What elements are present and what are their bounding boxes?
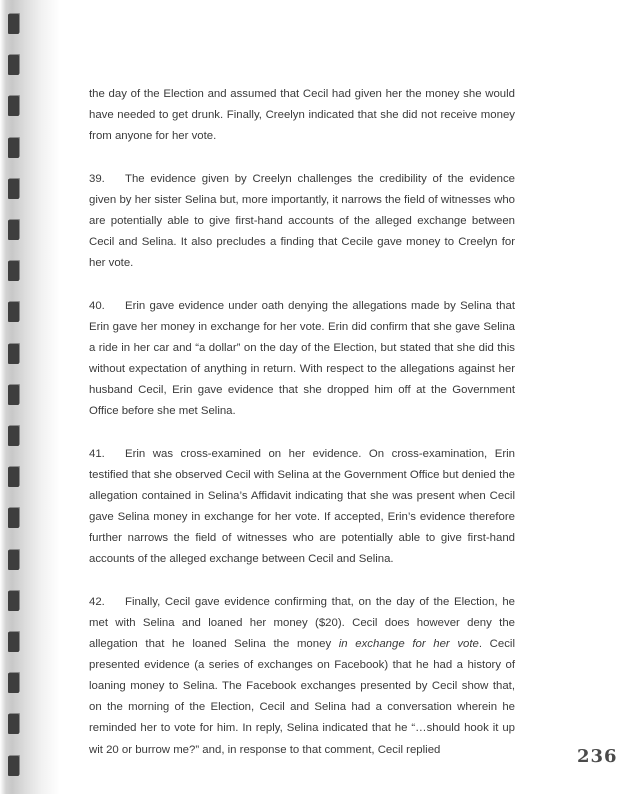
paragraph-number: 42. — [89, 595, 105, 608]
paragraph-continued — [89, 84, 515, 147]
binding-hole — [8, 261, 19, 281]
paragraph-41 — [89, 444, 515, 571]
binding-hole — [8, 426, 19, 446]
paragraph-text: The evidence given by Creelyn challenges the credibility of the evidence given by her sister Selina but, more importantly, it narrows the field of witnesses who are potentially able to give first-hand accounts of the alleged exchange between Cecil and Selina. It also precludes a finding that Cecile gave money to Creelyn for her vote. — [89, 172, 515, 270]
binding-hole — [8, 55, 19, 75]
binding-hole — [8, 714, 19, 734]
binding-hole — [8, 467, 19, 487]
paragraph-number: 41. — [89, 447, 105, 460]
paragraph-text: . Cecil presented evidence (a series of exchanges on Facebook) that he had a history of loaning money to Selina. The Facebook exchanges presented by Cecil show that, on the morning of the Election, Cecil and Selina had a conversation wherein he reminded her to vote for him. In reply, Selina indicated that he “…should hook it up wit 20 or burrow me?” and, in response to that comment, Cecil replied — [89, 638, 515, 756]
document-body — [89, 84, 515, 782]
binding-strip — [0, 0, 60, 794]
paragraph-text: Finally, Cecil gave evidence confirming that, on the day of the Election, he met with Selina and loaned her money ($20). Cecil does however deny the allegation that he loaned Selina the money — [89, 595, 515, 651]
paragraph-italic-text: in exchange for her vote — [338, 638, 479, 651]
page-number: 236 — [577, 746, 618, 767]
binding-hole — [8, 14, 19, 34]
binding-hole — [8, 550, 19, 570]
binding-hole — [8, 591, 19, 611]
paragraph-number: 39. — [89, 172, 105, 185]
binding-hole — [8, 385, 19, 405]
binding-hole — [8, 632, 19, 652]
binding-hole — [8, 220, 19, 240]
binding-hole — [8, 508, 19, 528]
binding-hole — [8, 179, 19, 199]
binding-hole — [8, 673, 19, 693]
paragraph-39 — [89, 169, 515, 274]
binding-hole — [8, 96, 19, 116]
binding-hole — [8, 344, 19, 364]
paragraph-40 — [89, 296, 515, 423]
paragraph-text: Erin was cross-examined on her evidence. On cross-examination, Erin testified that she observed Cecil with Selina at the Government Office but denied the allegation contained in Selina’s Affidavit indicating that she was present when Cecil gave Selina money in exchange for her vote. If accepted, Erin’s evidence therefore further narrows the field of witnesses who are potentially able to give first-hand accounts of the alleged exchange between Cecil and Selina. — [89, 447, 515, 566]
paragraph-text: the day of the Election and assumed that Cecil had given her the money she would have needed to get drunk. Finally, Creelyn indicated that she did not receive money from anyone for her vote. — [89, 88, 515, 143]
paragraph-text: Erin gave evidence under oath denying the allegations made by Selina that Erin gave her money in exchange for her vote. Erin did confirm that she gave Selina a ride in her car and “a dollar” on the day of the Election, but stated that she did this without expectation of anything in return. With respect to the allegations against her husband Cecil, Erin gave evidence that she dropped him off at the Government Office before she met Selina. — [89, 299, 515, 418]
paragraph-number: 40. — [89, 299, 105, 312]
binding-hole — [8, 756, 19, 776]
binding-hole — [8, 302, 19, 322]
paragraph-42 — [89, 592, 515, 761]
binding-hole — [8, 138, 19, 158]
